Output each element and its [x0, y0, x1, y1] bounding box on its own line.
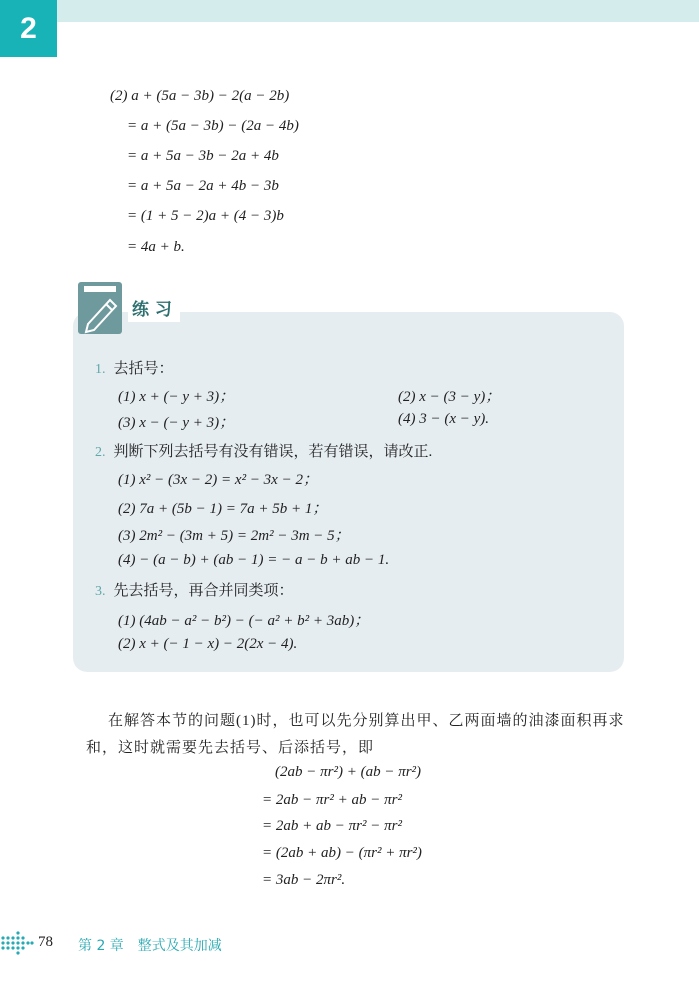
question-1	[95, 357, 174, 378]
question-text: 去括号：	[113, 361, 174, 377]
sub-item: (2) x − (3 − y)；	[398, 389, 501, 405]
question-text: 判断下列去括号有没有错误，若有错误，请改正.	[113, 444, 433, 460]
sub-item: (3) 2m² − (3m + 5) = 2m² − 3m − 5；	[118, 528, 350, 544]
sub-item: (2) x + (− 1 − x) − 2(2x − 4).	[118, 636, 298, 652]
chapter-title: 第 2 章 整式及其加减	[78, 938, 222, 954]
exercise-title: 练 习	[128, 298, 180, 322]
paragraph-line: 在解答本节的问题(1)时，也可以先分别算出甲、乙两面墙的油漆面积再求	[108, 713, 625, 729]
equation-line: = 3ab − 2πr².	[262, 872, 346, 888]
equation-line: = 2ab − πr² + ab − πr²	[262, 792, 402, 808]
sub-item: (1) (4ab − a² − b²) − (− a² + b² + 3ab)；	[118, 613, 370, 629]
sub-item: (3) x − (− y + 3)；	[118, 415, 235, 431]
sub-item: (2) 7a + (5b − 1) = 7a + 5b + 1；	[118, 501, 328, 517]
sub-item: (4) − (a − b) + (ab − 1) = − a − b + ab − 1.	[118, 552, 390, 568]
chapter-badge: 2	[0, 0, 57, 57]
question-number: 1.	[95, 362, 106, 377]
derivation-line: (2) a + (5a − 3b) − 2(a − 2b)	[110, 88, 290, 104]
sub-item: (4) 3 − (x − y).	[398, 411, 490, 427]
derivation-line: = a + (5a − 3b) − (2a − 4b)	[127, 118, 299, 134]
derivation-line: = (1 + 5 − 2)a + (4 − 3)b	[127, 208, 284, 224]
equation-line: = (2ab + ab) − (πr² + πr²)	[262, 845, 422, 861]
page-number: 78	[38, 934, 53, 950]
derivation-line: = 4a + b.	[127, 239, 185, 255]
pencil-notebook-icon	[76, 280, 126, 336]
header-band	[57, 0, 699, 22]
sub-item: (1) x² − (3x − 2) = x² − 3x − 2；	[118, 472, 318, 488]
question-3	[95, 579, 294, 600]
equation-line: = 2ab + ab − πr² − πr²	[262, 818, 402, 834]
sub-item: (1) x + (− y + 3)；	[118, 389, 235, 405]
dot-arrow-icon	[0, 930, 34, 956]
derivation-line: = a + 5a − 2a + 4b − 3b	[127, 178, 279, 194]
question-2	[95, 440, 432, 461]
paragraph-line: 和，这时就需要先去括号、后添括号，即	[86, 740, 375, 756]
derivation-line: = a + 5a − 3b − 2a + 4b	[127, 148, 279, 164]
question-number: 3.	[95, 584, 106, 599]
equation-line: (2ab − πr²) + (ab − πr²)	[275, 764, 422, 780]
question-number: 2.	[95, 445, 106, 460]
question-text: 先去括号，再合并同类项：	[113, 583, 294, 599]
